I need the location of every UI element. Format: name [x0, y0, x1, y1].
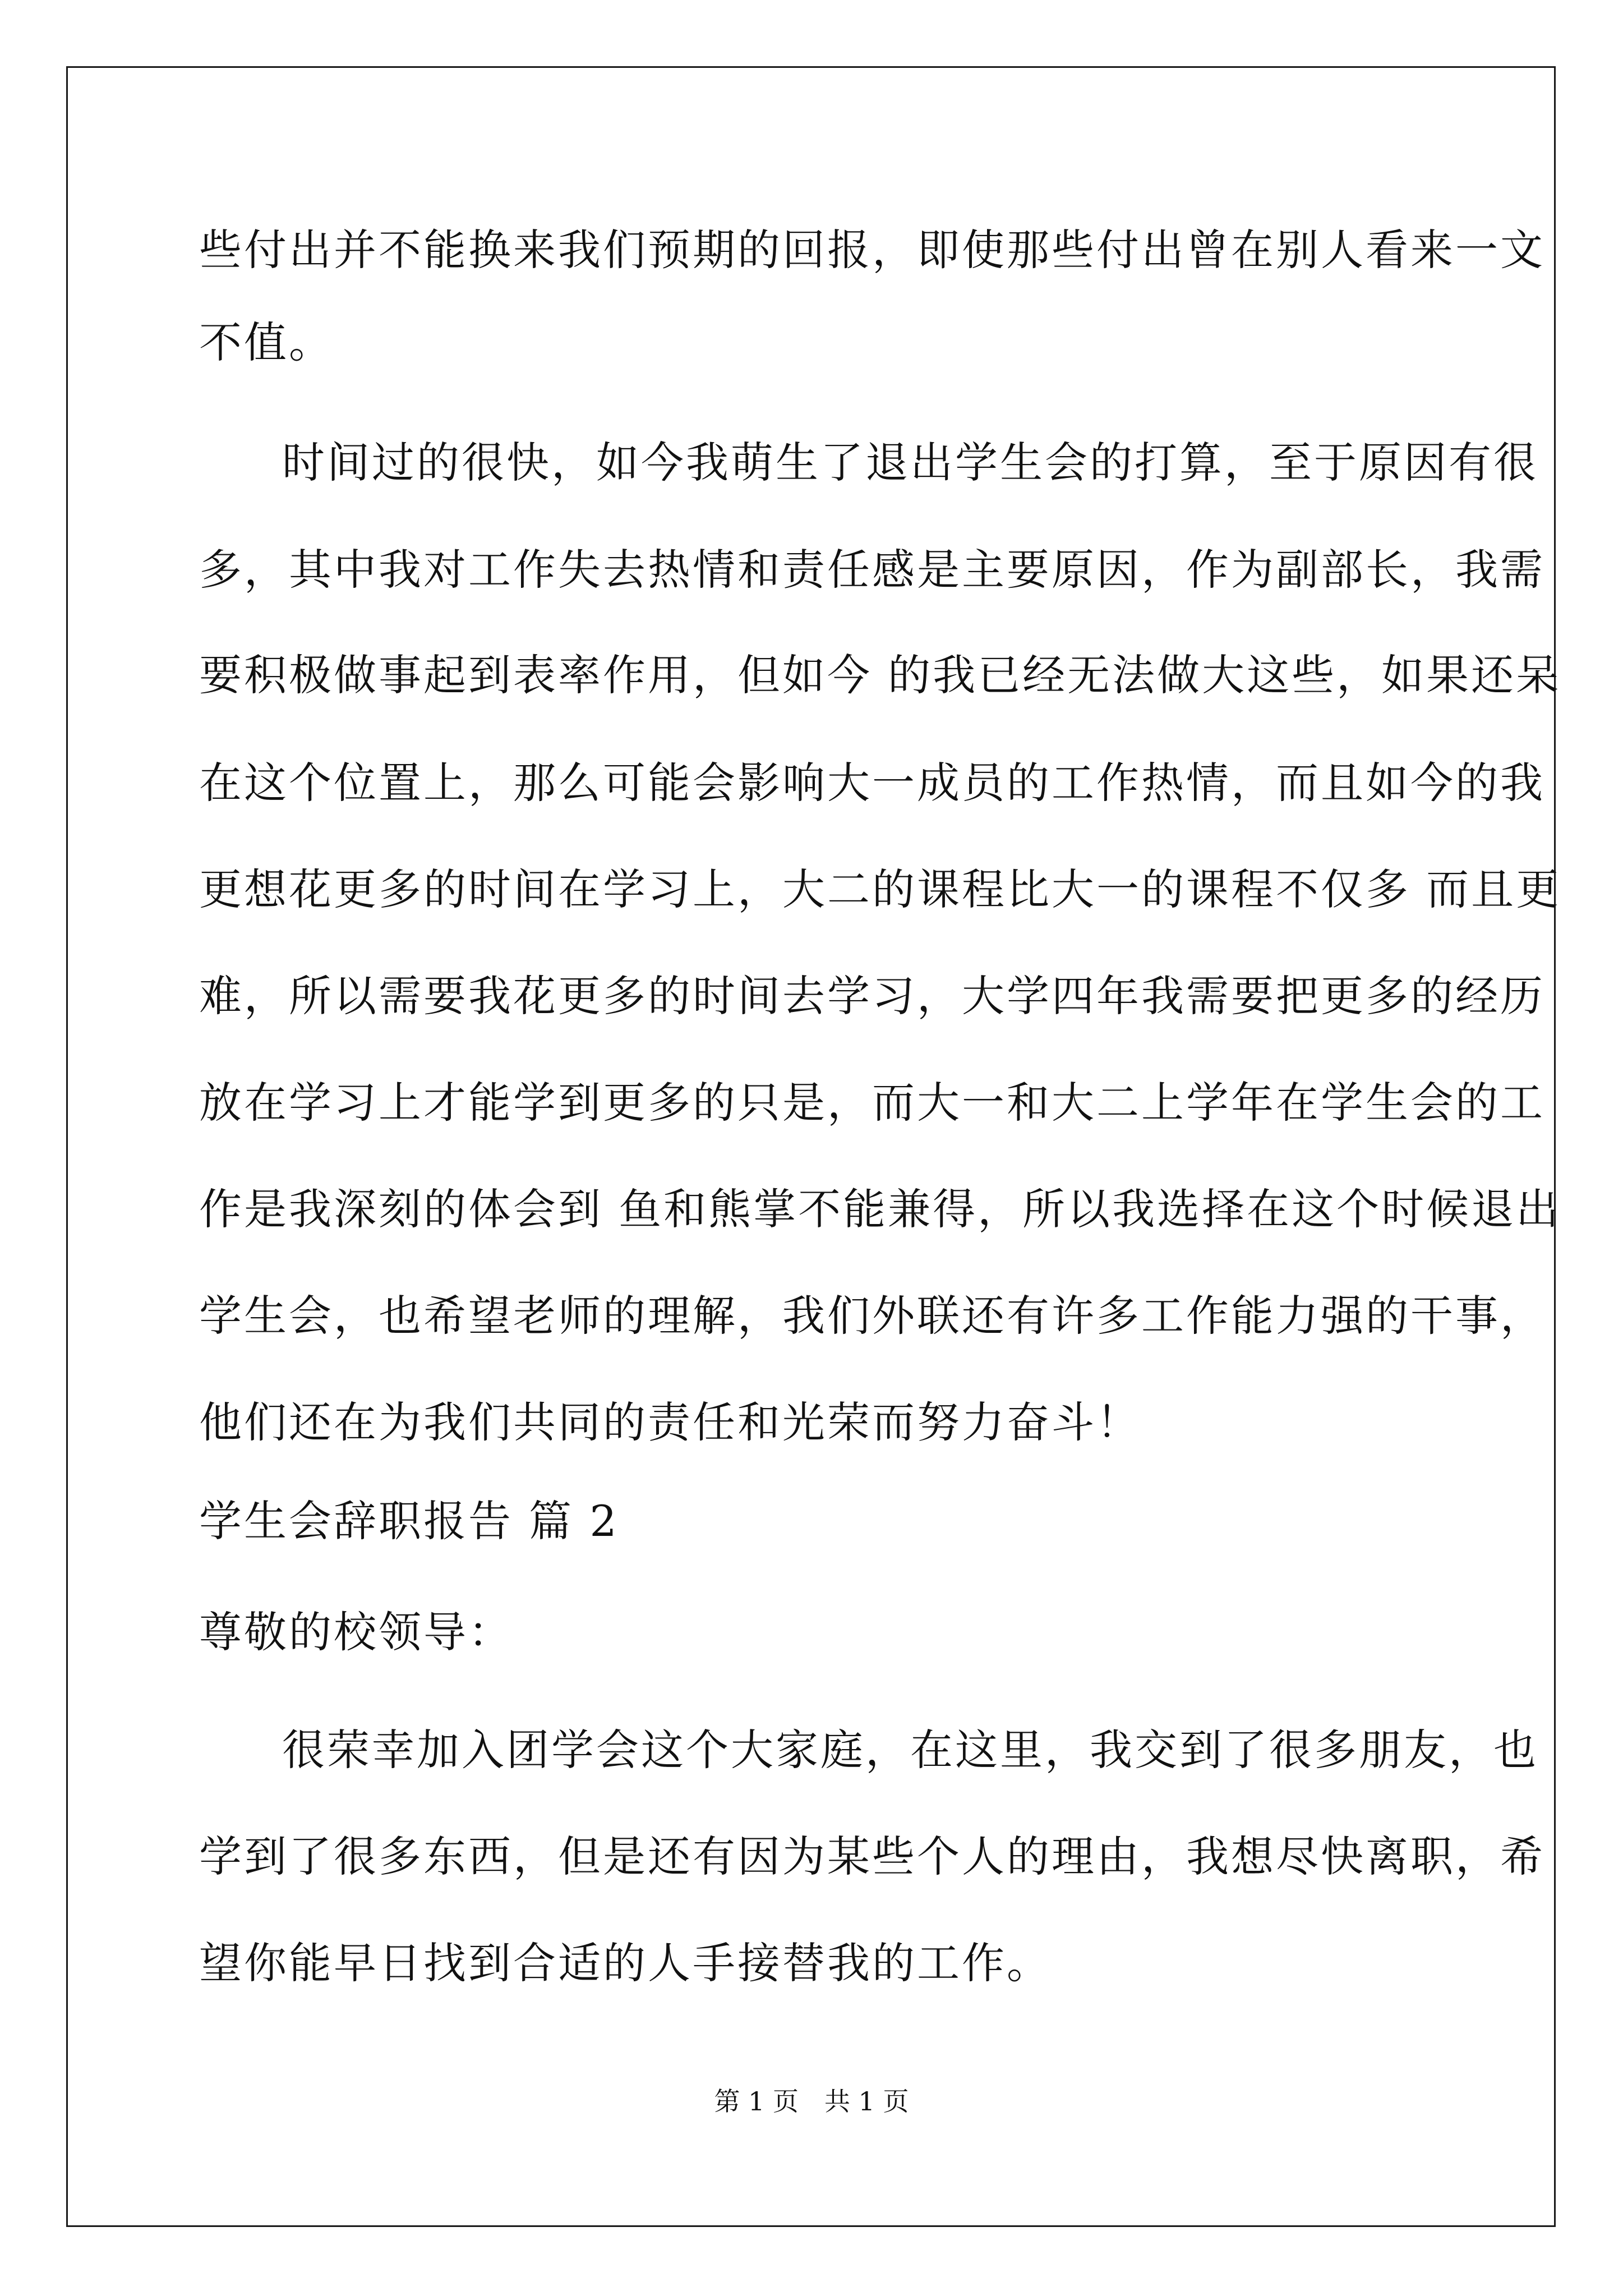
paragraph-line: 很荣幸加入团学会这个大家庭，在这里，我交到了很多朋友，也 — [282, 1725, 1538, 1775]
paragraph-line: 他们还在为我们共同的责任和光荣而努力奋斗！ — [199, 1397, 1141, 1447]
paragraph-line: 在这个位置上，那么可能会影响大一成员的工作热情，而且如今的我 — [199, 758, 1545, 808]
paragraph-line: 作是我深刻的体会到 鱼和熊掌不能兼得，所以我选择在这个时候退出 — [199, 1184, 1561, 1234]
section-heading: 学生会辞职报告 篇 2 — [199, 1496, 619, 1546]
paragraph-line: 放在学习上才能学到更多的只是，而大一和大二上学年在学生会的工 — [199, 1078, 1545, 1128]
paragraph-line: 难，所以需要我花更多的时间去学习，大学四年我需要把更多的经历 — [199, 971, 1545, 1021]
paragraph-line: 些付出并不能换来我们预期的回报，即使那些付出曾在别人看来一文 — [199, 225, 1545, 275]
paragraph-line: 多，其中我对工作失去热情和责任感是主要原因，作为副部长，我需 — [199, 545, 1545, 595]
paragraph-line: 不值。 — [199, 318, 334, 367]
paragraph-line: 望你能早日找到合适的人手接替我的工作。 — [199, 1938, 1052, 1988]
paragraph-line: 学到了很多东西，但是还有因为某些个人的理由，我想尽快离职，希 — [199, 1832, 1545, 1881]
paragraph-line: 要积极做事起到表率作用，但如今 的我已经无法做大这些，如果还呆 — [199, 650, 1561, 700]
paragraph-line: 更想花更多的时间在学习上，大二的课程比大一的课程不仅多 而且更 — [199, 864, 1561, 914]
paragraph-line: 时间过的很快，如今我萌生了退出学生会的打算，至于原因有很 — [282, 438, 1538, 487]
salutation: 尊敬的校领导： — [199, 1607, 513, 1657]
page-number-footer: 第 1 页 共 1 页 — [714, 2086, 909, 2116]
page-border — [66, 66, 1556, 2227]
paragraph-line: 学生会，也希望老师的理解，我们外联还有许多工作能力强的干事， — [199, 1291, 1545, 1341]
